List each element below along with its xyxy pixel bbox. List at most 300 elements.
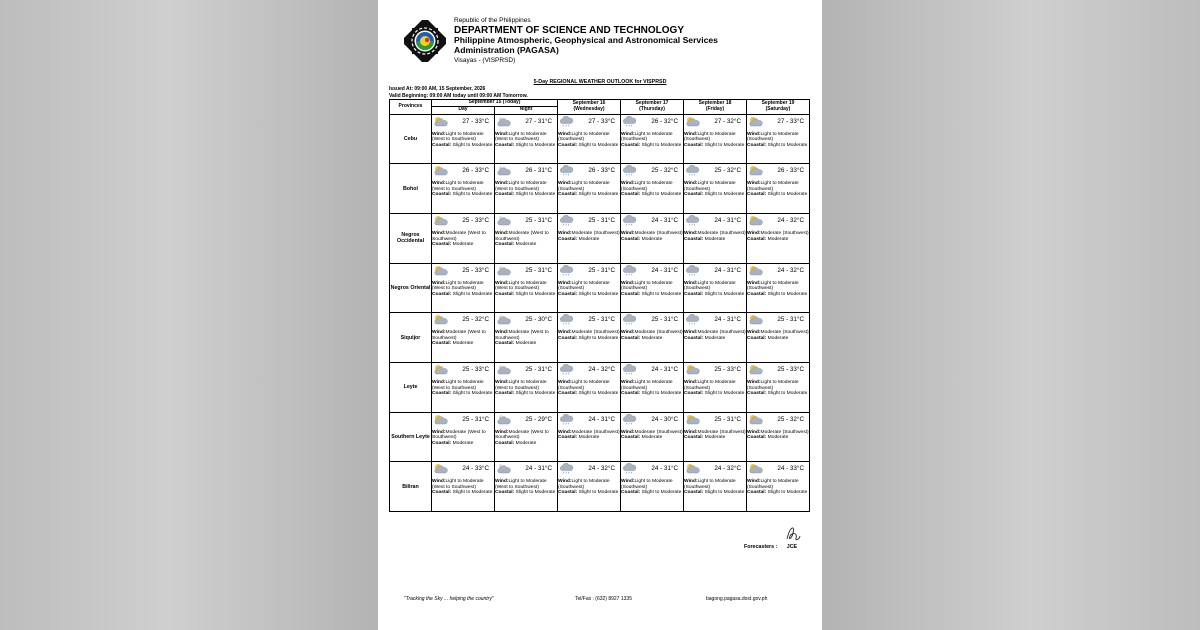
wind-value: Moderate (Southwest) <box>697 330 746 336</box>
forecast-cell-top <box>495 214 557 228</box>
forecast-details <box>432 430 494 447</box>
coastal-value: Slight to Moderate <box>452 391 493 397</box>
forecast-cell <box>558 313 621 363</box>
temperature-range: 26 - 33°C <box>588 167 615 175</box>
wind-value: Light to Moderate (Southwest) <box>621 131 673 143</box>
coastal-label: Coastal: <box>621 435 641 441</box>
temperature-range: 24 - 31°C <box>651 266 678 274</box>
coastal-value: Moderate <box>452 242 474 248</box>
forecast-cell-top <box>621 313 683 327</box>
forecast-cell <box>495 214 558 264</box>
forecast-cell-top <box>684 214 746 228</box>
coastal-value: Moderate <box>641 236 663 242</box>
forecast-cell <box>747 363 810 413</box>
coastal-value: Moderate <box>767 236 789 242</box>
forecasters-line <box>744 544 797 550</box>
document-title: 5-Day REGIONAL WEATHER OUTLOOK for VISPRSD <box>533 79 667 85</box>
table-row <box>390 462 810 512</box>
coastal-label: Coastal: <box>432 142 452 148</box>
issue-info <box>389 86 528 99</box>
coastal-label: Coastal: <box>747 142 767 148</box>
temperature-range: 25 - 33°C <box>462 217 489 225</box>
partly-cloudy-icon <box>433 463 448 474</box>
coastal-value: Slight to Moderate <box>767 142 808 148</box>
temperature-range: 25 - 30°C <box>525 316 552 324</box>
wind-value: Moderate (Southwest) <box>571 429 620 435</box>
forecast-cell <box>747 313 810 363</box>
coastal-label: Coastal: <box>495 440 515 446</box>
coastal-label: Coastal: <box>558 335 578 341</box>
table-row <box>390 214 810 264</box>
temperature-range: 25 - 31°C <box>588 316 615 324</box>
temperature-range: 27 - 33°C <box>588 117 615 125</box>
day-header: September 18 (Friday) <box>684 100 747 115</box>
coastal-value: Slight to Moderate <box>641 291 682 297</box>
coastal-value: Moderate <box>452 440 474 446</box>
coastal-label: Coastal: <box>432 440 452 446</box>
forecast-cell <box>558 214 621 264</box>
coastal-label: Coastal: <box>621 291 641 297</box>
partly-cloudy-icon <box>433 265 448 276</box>
forecast-cell <box>495 313 558 363</box>
wind-label: Wind: <box>684 330 698 336</box>
rain-icon <box>559 165 574 176</box>
temperature-range: 25 - 33°C <box>714 366 741 374</box>
night-cloudy-icon <box>496 215 511 226</box>
forecast-cell-top <box>495 164 557 178</box>
coastal-label: Coastal: <box>432 490 452 496</box>
wind-value: Light to Moderate (Southwest) <box>684 280 736 292</box>
coastal-value: Slight to Moderate <box>578 335 619 341</box>
forecast-cell <box>558 412 621 462</box>
forecast-details <box>621 281 683 298</box>
temperature-range: 27 - 31°C <box>525 117 552 125</box>
wind-value: Light to Moderate (West to Southwest) <box>432 380 484 391</box>
wind-label: Wind: <box>432 429 446 435</box>
forecast-cell <box>621 462 684 512</box>
coastal-label: Coastal: <box>747 391 767 397</box>
coastal-value: Slight to Moderate <box>515 291 556 297</box>
today-header: September 15 (Today) <box>432 100 558 107</box>
partly-cloudy-icon <box>748 165 763 176</box>
coastal-label: Coastal: <box>684 391 704 397</box>
forecast-details <box>558 281 620 298</box>
forecast-cell <box>495 164 558 214</box>
forecast-cell-top <box>432 462 494 476</box>
wind-label: Wind: <box>621 380 635 386</box>
forecast-details <box>747 380 809 397</box>
forecast-cell-top <box>495 115 557 129</box>
coastal-label: Coastal: <box>684 192 704 198</box>
temperature-range: 27 - 32°C <box>714 117 741 125</box>
forecast-cell <box>432 164 495 214</box>
temperature-range: 25 - 32°C <box>462 316 489 324</box>
partly-cloudy-icon <box>748 265 763 276</box>
rain-icon <box>559 116 574 127</box>
forecast-cell <box>621 313 684 363</box>
forecast-cell <box>747 263 810 313</box>
forecast-cell-top <box>621 363 683 377</box>
rain-icon <box>559 364 574 375</box>
partly-cloudy-icon <box>433 314 448 325</box>
forecast-details <box>747 330 809 341</box>
forecast-cell <box>684 263 747 313</box>
forecast-cell <box>621 363 684 413</box>
table-row <box>390 164 810 214</box>
forecast-details <box>621 132 683 149</box>
coastal-label: Coastal: <box>495 341 515 347</box>
forecast-cell <box>684 114 747 164</box>
wind-label: Wind: <box>621 479 635 485</box>
department-name: DEPARTMENT OF SCIENCE AND TECHNOLOGY <box>454 25 685 37</box>
forecast-details <box>432 132 494 149</box>
coastal-value: Slight to Moderate <box>767 291 808 297</box>
forecast-cell <box>432 313 495 363</box>
coastal-value: Slight to Moderate <box>704 192 745 198</box>
wind-label: Wind: <box>684 131 698 137</box>
coastal-label: Coastal: <box>621 236 641 242</box>
temperature-range: 24 - 33°C <box>462 465 489 473</box>
forecast-cell-top <box>432 363 494 377</box>
partly-cloudy-icon <box>748 364 763 375</box>
forecast-details <box>558 132 620 149</box>
forecast-details <box>684 380 746 397</box>
wind-value: Light to Moderate (Southwest) <box>621 181 673 192</box>
coastal-label: Coastal: <box>558 236 578 242</box>
forecast-details <box>747 231 809 242</box>
wind-label: Wind: <box>747 181 761 187</box>
temperature-range: 25 - 31°C <box>588 266 615 274</box>
temperature-range: 24 - 32°C <box>714 465 741 473</box>
forecast-cell-top <box>621 413 683 427</box>
forecast-cell <box>684 412 747 462</box>
forecast-details <box>432 479 494 496</box>
forecast-details <box>684 181 746 198</box>
wind-label: Wind: <box>747 479 761 485</box>
partly-cloudy-icon <box>685 463 700 474</box>
coastal-value: Moderate <box>704 435 726 441</box>
coastal-value: Slight to Moderate <box>641 391 682 397</box>
forecast-cell <box>432 263 495 313</box>
forecast-cell-top <box>558 363 620 377</box>
forecast-cell <box>747 114 810 164</box>
day-header: September 17 (Thursday) <box>621 100 684 115</box>
forecast-cell-top <box>432 413 494 427</box>
rain-icon <box>685 265 700 276</box>
temperature-range: 27 - 33°C <box>777 117 804 125</box>
wind-label: Wind: <box>495 131 509 137</box>
coastal-label: Coastal: <box>621 490 641 496</box>
forecaster-name: JCE <box>786 544 798 550</box>
wind-label: Wind: <box>432 330 446 336</box>
wind-label: Wind: <box>747 131 761 137</box>
coastal-value: Slight to Moderate <box>515 391 556 397</box>
coastal-label: Coastal: <box>747 192 767 198</box>
wind-label: Wind: <box>684 380 698 386</box>
forecast-details <box>684 281 746 298</box>
coastal-value: Slight to Moderate <box>452 490 493 496</box>
coastal-label: Coastal: <box>558 391 578 397</box>
forecast-cell-top <box>621 462 683 476</box>
forecast-cell-top <box>684 413 746 427</box>
forecast-table-body <box>390 114 810 511</box>
wind-value: Moderate (Southwest) <box>697 429 746 435</box>
forecast-details <box>684 479 746 496</box>
forecast-cell <box>621 263 684 313</box>
wind-label: Wind: <box>558 479 572 485</box>
wind-value: Moderate (West to Southwest) <box>432 429 486 441</box>
wind-value: Light to Moderate (West to Southwest) <box>432 181 484 192</box>
wind-value: Light to Moderate (Southwest) <box>621 280 673 292</box>
partly-cloudy-icon <box>685 364 700 375</box>
forecast-cell-top <box>495 264 557 278</box>
coastal-value: Slight to Moderate <box>704 142 745 148</box>
temperature-range: 24 - 33°C <box>777 465 804 473</box>
coastal-label: Coastal: <box>684 142 704 148</box>
forecast-cell <box>495 412 558 462</box>
coastal-label: Coastal: <box>747 236 767 242</box>
temperature-range: 24 - 31°C <box>714 217 741 225</box>
forecast-cell <box>558 462 621 512</box>
coastal-value: Slight to Moderate <box>452 192 493 198</box>
province-name: Cebu <box>390 114 432 164</box>
agency-name-line2: Administration (PAGASA) <box>454 45 559 56</box>
coastal-value: Slight to Moderate <box>767 391 808 397</box>
night-cloudy-icon <box>496 414 511 425</box>
letterhead <box>454 17 718 64</box>
forecast-cell-top <box>495 462 557 476</box>
wind-value: Light to Moderate (West to Southwest) <box>495 380 547 391</box>
temperature-range: 25 - 31°C <box>525 217 552 225</box>
wind-value: Light to Moderate (West to Southwest) <box>495 181 547 192</box>
wind-label: Wind: <box>432 231 446 237</box>
wind-label: Wind: <box>747 280 761 286</box>
valid-beginning: Valid Beginning: 09:00 AM today until 09:00 AM Tomorrow. <box>389 92 528 99</box>
night-cloudy-icon <box>496 364 511 375</box>
forecast-cell-top <box>684 462 746 476</box>
coastal-label: Coastal: <box>495 391 515 397</box>
wind-label: Wind: <box>684 429 698 435</box>
issued-at: Issued At: 09:00 AM, 15 September, 2026 <box>389 86 486 92</box>
coastal-value: Moderate <box>641 335 663 341</box>
coastal-value: Slight to Moderate <box>452 142 493 148</box>
coastal-value: Moderate <box>767 435 789 441</box>
forecast-details <box>558 479 620 496</box>
forecaster-signature <box>784 524 802 544</box>
forecast-details <box>495 132 557 149</box>
temperature-range: 25 - 31°C <box>462 415 489 423</box>
forecast-cell <box>684 164 747 214</box>
partly-cloudy-icon <box>433 364 448 375</box>
coastal-label: Coastal: <box>621 142 641 148</box>
coastal-value: Moderate <box>515 440 537 446</box>
temperature-range: 24 - 31°C <box>651 366 678 374</box>
forecast-details <box>747 281 809 298</box>
rain-icon <box>622 414 637 425</box>
forecast-cell-top <box>495 313 557 327</box>
forecast-cell-top <box>432 164 494 178</box>
coastal-value: Slight to Moderate <box>704 291 745 297</box>
partly-cloudy-icon <box>748 116 763 127</box>
wind-label: Wind: <box>432 479 446 485</box>
coastal-label: Coastal: <box>558 291 578 297</box>
rain-icon <box>622 265 637 276</box>
wind-value: Light to Moderate (Southwest) <box>558 131 610 143</box>
wind-value: Light to Moderate (Southwest) <box>747 479 799 490</box>
temperature-range: 24 - 32°C <box>588 465 615 473</box>
temperature-range: 25 - 33°C <box>777 366 804 374</box>
temperature-range: 25 - 31°C <box>525 266 552 274</box>
wind-value: Light to Moderate (West to Southwest) <box>495 131 547 143</box>
temperature-range: 24 - 31°C <box>525 465 552 473</box>
forecast-cell-top <box>558 462 620 476</box>
forecast-cell <box>747 462 810 512</box>
coastal-label: Coastal: <box>432 192 452 198</box>
rain-icon <box>622 314 637 325</box>
province-name: Leyte <box>390 363 432 413</box>
forecast-cell-top <box>747 313 809 327</box>
wind-value: Light to Moderate (Southwest) <box>684 479 736 490</box>
forecast-cell-top <box>432 264 494 278</box>
forecast-cell-top <box>621 214 683 228</box>
forecast-cell <box>621 412 684 462</box>
day-header: September 19 (Saturday) <box>747 100 810 115</box>
wind-value: Moderate (West to Southwest) <box>495 330 549 341</box>
forecast-cell-top <box>747 413 809 427</box>
wind-label: Wind: <box>684 280 698 286</box>
forecast-cell-top <box>684 164 746 178</box>
coastal-value: Slight to Moderate <box>515 142 556 148</box>
temperature-range: 25 - 29°C <box>525 415 552 423</box>
document-page <box>378 0 822 630</box>
forecast-cell-top <box>621 164 683 178</box>
wind-value: Light to Moderate (Southwest) <box>558 280 610 292</box>
coastal-value: Slight to Moderate <box>641 192 682 198</box>
wind-label: Wind: <box>558 330 572 336</box>
footer-telfax: Tel/Fax : (632) 8927 1335 <box>575 596 632 602</box>
forecast-cell <box>495 462 558 512</box>
agency-name-line1: Philippine Atmospheric, Geophysical and Astronomical Services <box>454 35 718 46</box>
night-subheader: Night <box>495 106 558 114</box>
wind-value: Light to Moderate (West to Southwest) <box>432 280 484 292</box>
forecast-cell <box>558 363 621 413</box>
partly-cloudy-icon <box>748 414 763 425</box>
forecast-cell-top <box>684 115 746 129</box>
forecast-details <box>621 380 683 397</box>
wind-value: Moderate (West to Southwest) <box>495 231 549 242</box>
wind-value: Light to Moderate (Southwest) <box>558 181 610 192</box>
forecast-details <box>432 231 494 248</box>
coastal-label: Coastal: <box>684 435 704 441</box>
rain-icon <box>685 165 700 176</box>
rain-icon <box>559 463 574 474</box>
coastal-label: Coastal: <box>432 242 452 248</box>
forecast-cell <box>621 114 684 164</box>
table-row <box>390 263 810 313</box>
wind-label: Wind: <box>747 429 761 435</box>
wind-label: Wind: <box>495 330 509 336</box>
temperature-range: 24 - 31°C <box>714 266 741 274</box>
coastal-value: Slight to Moderate <box>641 490 682 496</box>
region-label: Visayas - (VISPRSD) <box>454 56 516 64</box>
pagasa-logo <box>404 20 446 62</box>
forecast-cell <box>684 313 747 363</box>
coastal-value: Moderate <box>578 435 600 441</box>
coastal-label: Coastal: <box>432 391 452 397</box>
wind-value: Light to Moderate (Southwest) <box>747 131 799 143</box>
forecast-details <box>621 181 683 198</box>
background-right <box>822 0 1200 630</box>
wind-value: Light to Moderate (Southwest) <box>747 181 799 192</box>
forecast-cell-top <box>558 115 620 129</box>
wind-value: Light to Moderate (Southwest) <box>621 479 673 490</box>
wind-label: Wind: <box>747 380 761 386</box>
wind-label: Wind: <box>495 429 509 435</box>
wind-value: Moderate (Southwest) <box>571 330 620 336</box>
forecast-details <box>558 330 620 341</box>
wind-label: Wind: <box>621 181 635 187</box>
forecast-details <box>558 181 620 198</box>
wind-label: Wind: <box>621 429 635 435</box>
coastal-label: Coastal: <box>747 435 767 441</box>
coastal-label: Coastal: <box>684 490 704 496</box>
forecast-cell-top <box>432 214 494 228</box>
forecast-cell-top <box>558 214 620 228</box>
wind-label: Wind: <box>495 280 509 286</box>
coastal-value: Slight to Moderate <box>515 490 556 496</box>
coastal-label: Coastal: <box>558 490 578 496</box>
partly-cloudy-icon <box>433 116 448 127</box>
forecast-cell <box>432 114 495 164</box>
forecast-details <box>558 231 620 242</box>
forecast-cell <box>684 214 747 264</box>
wind-label: Wind: <box>558 429 572 435</box>
forecast-cell-top <box>558 264 620 278</box>
forecast-cell <box>432 412 495 462</box>
province-name: Bohol <box>390 164 432 214</box>
forecast-cell <box>495 114 558 164</box>
wind-value: Moderate (Southwest) <box>697 231 746 237</box>
coastal-label: Coastal: <box>747 490 767 496</box>
rain-icon <box>622 364 637 375</box>
forecast-cell <box>684 462 747 512</box>
temperature-range: 24 - 31°C <box>651 217 678 225</box>
temperature-range: 26 - 33°C <box>777 167 804 175</box>
coastal-value: Slight to Moderate <box>578 192 619 198</box>
coastal-value: Moderate <box>704 335 726 341</box>
forecast-cell-top <box>747 214 809 228</box>
table-row <box>390 114 810 164</box>
table-row <box>390 313 810 363</box>
forecast-details <box>432 181 494 198</box>
forecast-cell-top <box>747 264 809 278</box>
rain-icon <box>559 414 574 425</box>
footer-tagline: "Tracking the Sky ... helping the country" <box>404 596 494 602</box>
forecast-cell-top <box>558 313 620 327</box>
forecasters-label: Forecasters : <box>744 544 778 550</box>
forecast-cell <box>558 263 621 313</box>
wind-value: Light to Moderate (West to Southwest) <box>495 479 547 490</box>
coastal-label: Coastal: <box>558 192 578 198</box>
forecast-cell-top <box>621 115 683 129</box>
forecast-details <box>432 281 494 298</box>
wind-label: Wind: <box>495 380 509 386</box>
forecast-cell-top <box>621 264 683 278</box>
province-name: Negros Oriental <box>390 263 432 313</box>
temperature-range: 24 - 31°C <box>588 415 615 423</box>
forecast-details <box>684 430 746 441</box>
forecast-cell-top <box>432 313 494 327</box>
